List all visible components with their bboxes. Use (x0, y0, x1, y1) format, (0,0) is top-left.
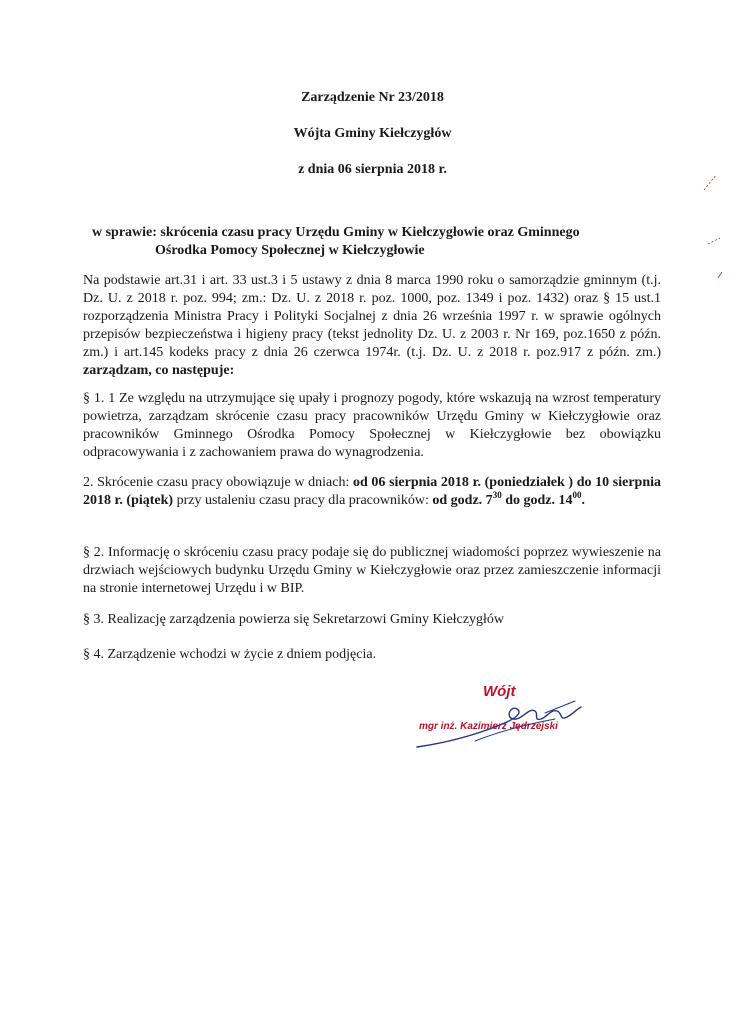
stamp-title: Wójt (483, 683, 516, 700)
s1-2-from-sup: 30 (492, 490, 502, 500)
stamp-name: mgr inż. Kazimierz Jędrzejski (419, 721, 558, 732)
subject-line-1: w sprawie: skrócenia czasu pracy Urzędu Gminy w Kiełczygłowie oraz Gminnego (92, 225, 580, 240)
issue-date: z dnia 06 sierpnia 2018 r. (298, 162, 447, 177)
s1-2-intro: 2. Skrócenie czasu pracy obowiązuje w dniach: (83, 475, 353, 490)
preamble-text: Na podstawie art.31 i art. 33 ust.3 i 5 ustawy z dnia 8 marca 1990 roku o samorządzie gminnym (t.j. Dz. U. z 2018 r. poz. 994; zm.: Dz. U. z 2018 r. poz. 1000, poz. 1349 i poz. 1432) oraz § 15 ust.1 rozporządzenia Ministra Pracy i Polityki Socjalnej z dnia 26 września 1997 r. w sprawie ogólnych przepisów bezpieczeństwa i higieny pracy (tekst jednolity Dz. U. z 2003 r. Nr 169, poz.1650 z późn. zm.) i art.145 kodeks pracy z dnia 26 czerwca 1974r. (t.j. Dz. U. z 2018 r. poz.917 z późn. zm.) (83, 273, 661, 360)
section-2: § 2. Informację o skróceniu czasu pracy podaje się do publicznej wiadomości poprzez wywieszenie na drzwiach wejściowych budynku Urzędu Gminy w Kiełczygłowie oraz przez zamieszczenie informacji na stronie internetowej Urzędu i w BIP. (83, 545, 661, 596)
preamble-bold: zarządzam, co następuje: (83, 363, 235, 378)
s1-2-dates: od 06 sierpnia 2018 r. (poniedziałek ) do 10 sierpnia 2018 r. (piątek) (83, 475, 661, 508)
section-4: § 4. Zarządzenie wchodzi w życie z dniem podjęcia. (83, 647, 377, 662)
section-1-1: § 1. 1 Ze względu na utrzymujące się upały i prognozy pogody, które wskazują na wzrost temperatury powietrza, zarządzam skrócenie czasu pracy pracowników Urzędu Gminy w Kiełczygłowie oraz pracowników Gminnego Ośrodka Pomocy Społecznej w Kiełczygłowie bez obowiązku odpracowywania i z zachowaniem prawa do wynagrodzenia. (83, 391, 661, 460)
s1-2-from: od godz. 7 (432, 493, 493, 508)
s1-2-to-sup: 00 (572, 490, 582, 500)
s1-2-mid: przy ustaleniu czasu pracy dla pracowników: (173, 493, 433, 508)
section-3: § 3. Realizację zarządzenia powierza się Sekretarzowi Gminy Kiełczygłów (83, 612, 504, 627)
issuer: Wójta Gminy Kiełczygłów (293, 126, 452, 141)
subject-line-2: Ośrodka Pomocy Społecznej w Kiełczygłowie (155, 243, 425, 258)
s1-2-end: . (581, 493, 585, 508)
s1-2-to: do godz. 14 (501, 493, 573, 508)
document-number: Zarządzenie Nr 23/2018 (301, 90, 444, 105)
